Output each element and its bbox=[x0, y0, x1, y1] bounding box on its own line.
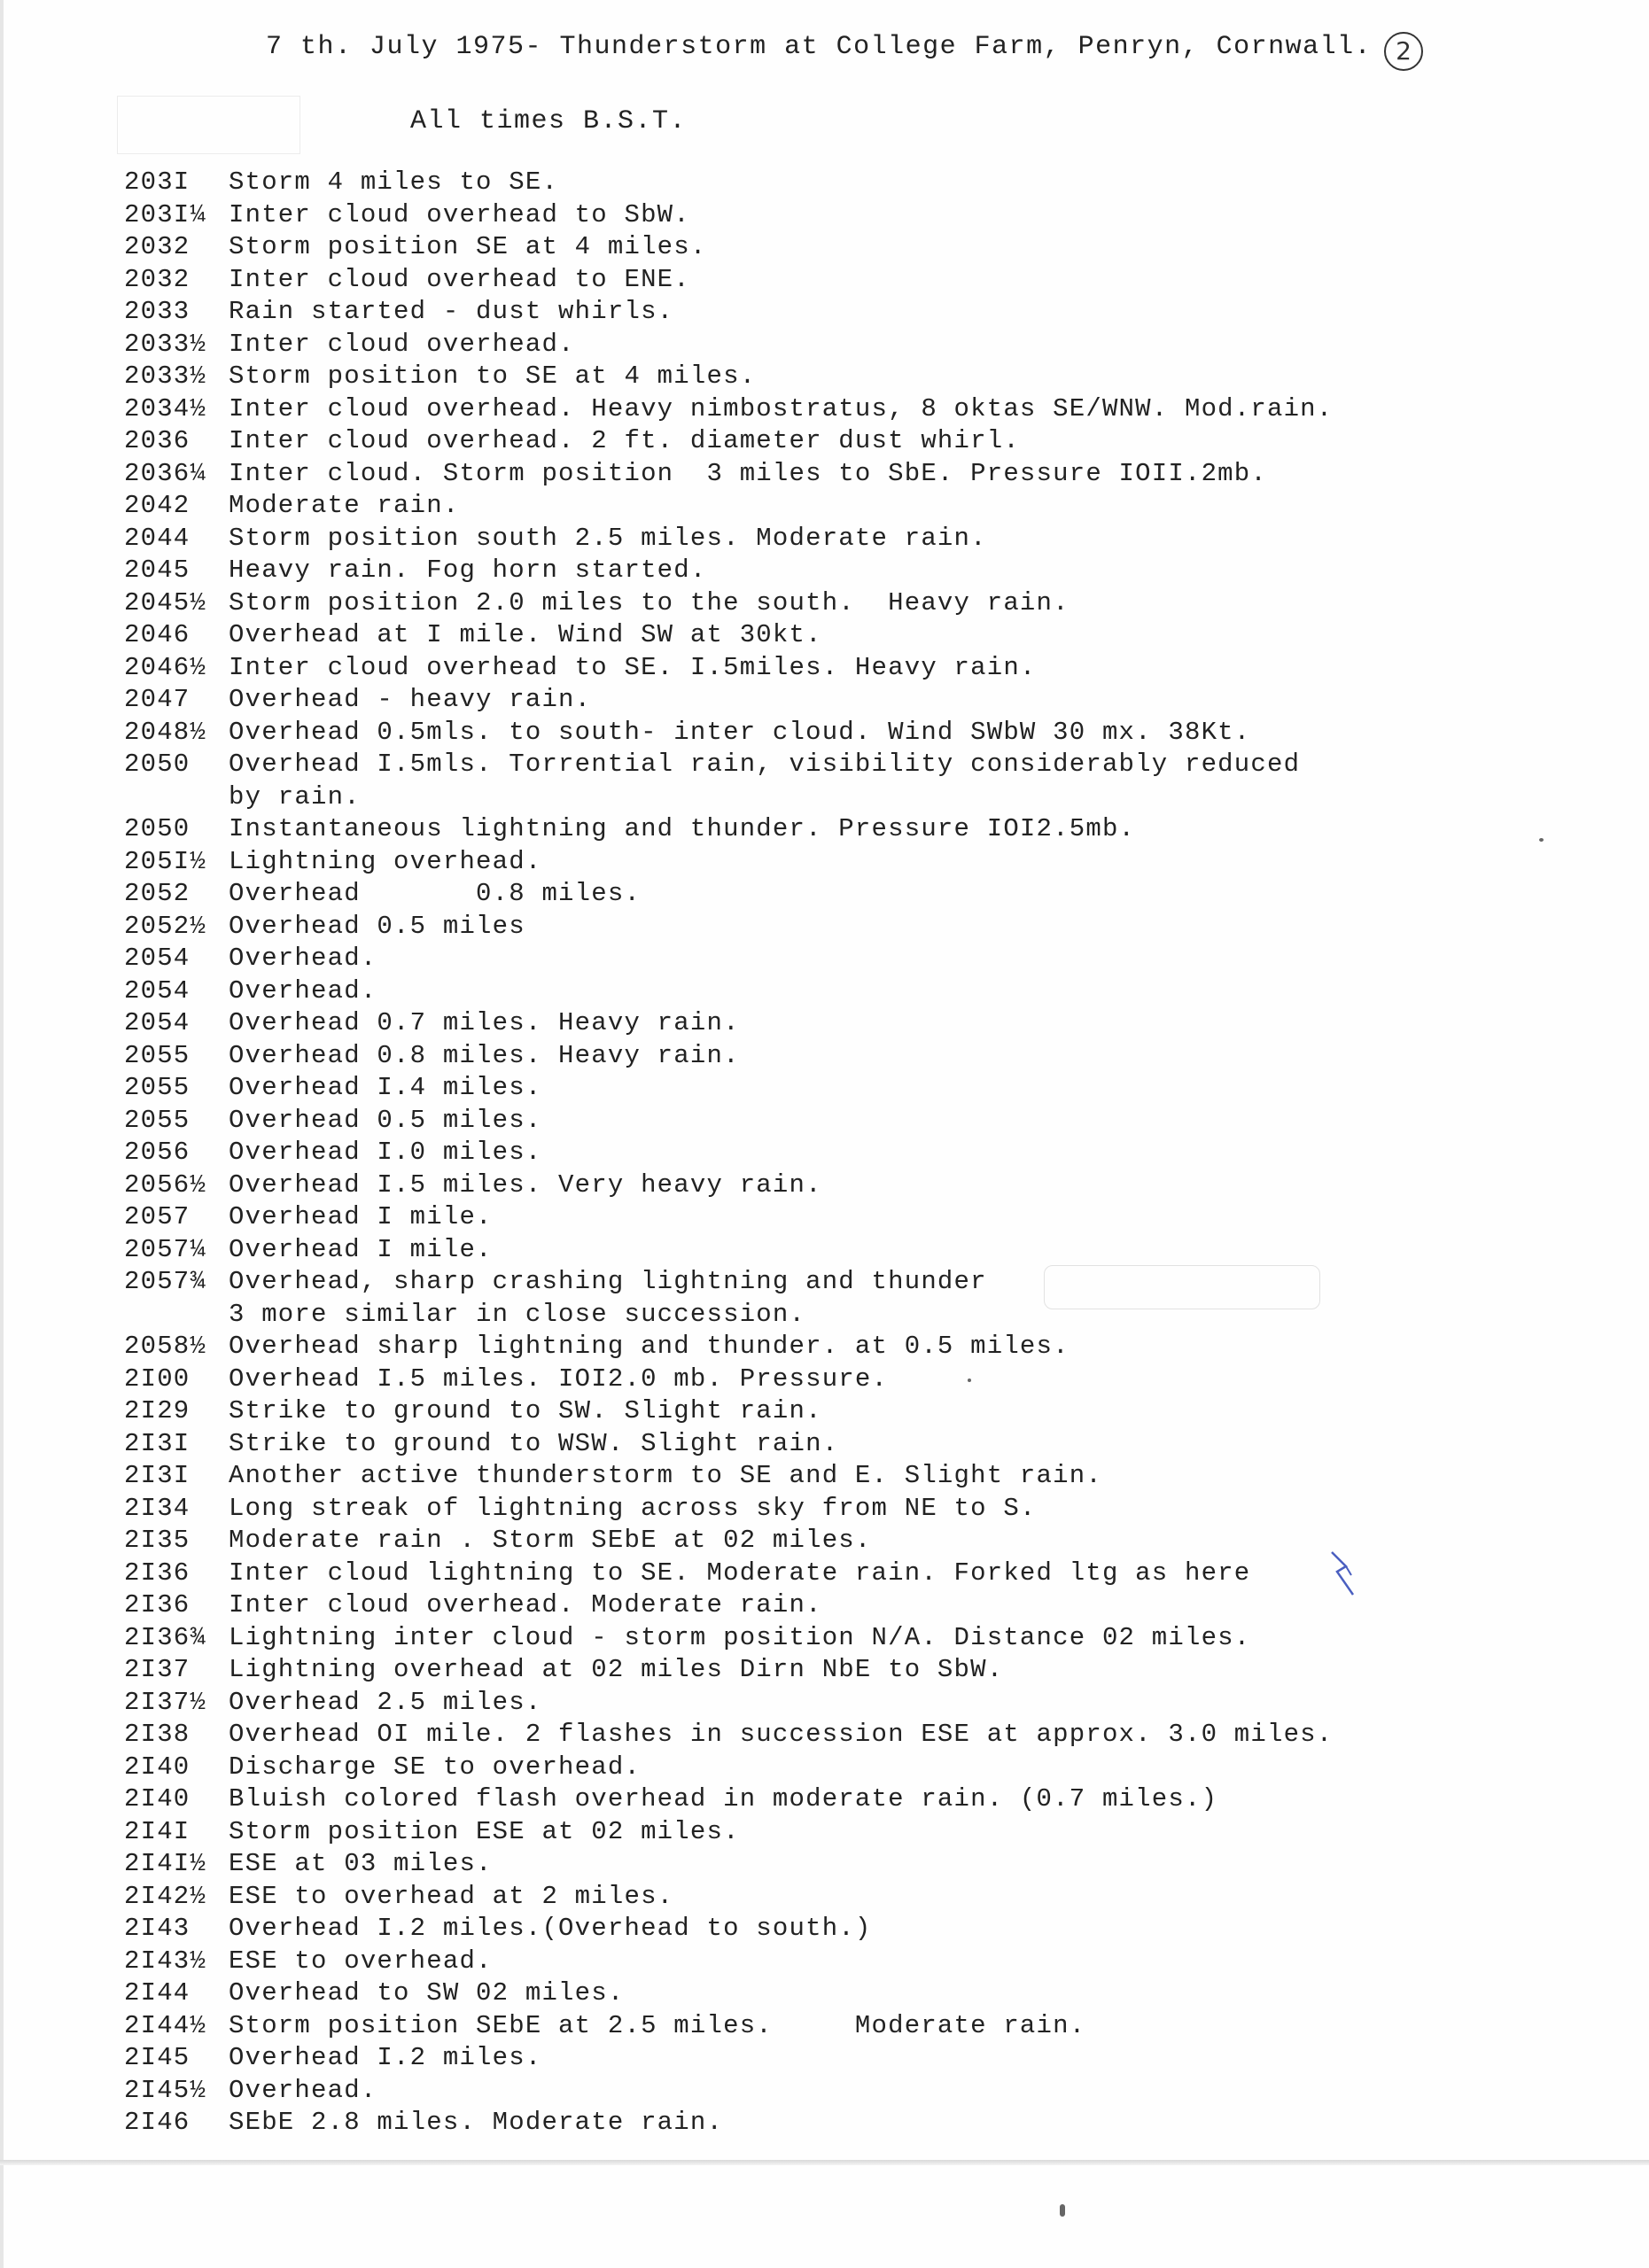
log-entry-text: Lightning inter cloud - storm position N/A. Distance 02 miles. bbox=[229, 1622, 1251, 1652]
log-entry-text: Inter cloud overhead to SbW. bbox=[229, 199, 690, 229]
log-entry-text: Bluish colored flash overhead in moderate rain. (0.7 miles.) bbox=[229, 1784, 1218, 1814]
log-entry-text: Inter cloud overhead. 2 ft. diameter dust whirl. bbox=[229, 426, 1020, 455]
log-entry-text: Overhead 0.5 miles. bbox=[229, 1105, 542, 1135]
log-entry-time: 2036 bbox=[124, 426, 191, 455]
paper-speck bbox=[1060, 2204, 1065, 2217]
log-entry bbox=[124, 1751, 1613, 1784]
log-entry-time: 2033 bbox=[124, 297, 191, 326]
log-entry bbox=[124, 1266, 1613, 1299]
log-entry-text: Inter cloud overhead to SE. I.5miles. Heavy rain. bbox=[229, 652, 1037, 682]
log-entry bbox=[124, 1848, 1613, 1881]
log-entry bbox=[124, 490, 1613, 523]
log-entry-time: 2I37 bbox=[124, 1655, 191, 1684]
log-entry-time: 2058½ bbox=[124, 1332, 207, 1361]
log-entry-text: Inter cloud overhead to ENE. bbox=[229, 264, 690, 294]
log-entry-text: Overhead, sharp crashing lightning and thunder bbox=[229, 1267, 987, 1296]
log-entry bbox=[124, 619, 1613, 652]
log-entry-time bbox=[124, 1299, 229, 1332]
log-entry-text: Storm position south 2.5 miles. Moderate rain. bbox=[229, 523, 987, 553]
log-entry bbox=[124, 1719, 1613, 1751]
log-entry bbox=[124, 717, 1613, 750]
log-entry-time: 2I36 bbox=[124, 1590, 191, 1619]
log-entry-time: 2047 bbox=[124, 685, 191, 714]
log-entry-time: 2045 bbox=[124, 555, 191, 585]
log-entry-text: Storm 4 miles to SE. bbox=[229, 167, 559, 197]
log-entry-text: Overhead I.5mls. Torrential rain, visibility considerably reduced bbox=[229, 750, 1301, 779]
log-entry-text: Overhead I.0 miles. bbox=[229, 1138, 542, 1167]
log-entry-time: 2032 bbox=[124, 232, 191, 261]
log-entry bbox=[124, 684, 1613, 717]
log-entry bbox=[124, 167, 1613, 199]
log-entry-text: Overhead. bbox=[229, 975, 377, 1006]
log-entry-time: 2I46 bbox=[124, 2108, 191, 2137]
log-entry bbox=[124, 1557, 1613, 1590]
log-entry-time: 2046½ bbox=[124, 652, 207, 682]
log-entry bbox=[124, 1331, 1613, 1363]
log-entry-time: 2054 bbox=[124, 1008, 191, 1037]
log-entry-text: Overhead 0.5 miles bbox=[229, 911, 525, 941]
log-entry-time: 2I45½ bbox=[124, 2075, 207, 2105]
log-entry-time: 2050 bbox=[124, 814, 191, 843]
log-entry bbox=[124, 1169, 1613, 1202]
log-entry bbox=[124, 2010, 1613, 2043]
log-entry-text: Discharge SE to overhead. bbox=[229, 1751, 642, 1782]
log-entry-time: 2I43 bbox=[124, 1914, 191, 1943]
log-entry-text: ESE at 03 miles. bbox=[229, 1849, 493, 1878]
log-entry-text: Storm position SE at 4 miles. bbox=[229, 232, 707, 261]
log-entry-time: 2042 bbox=[124, 491, 191, 520]
log-entry-time: 2I40 bbox=[124, 1784, 191, 1814]
storm-log bbox=[124, 167, 1613, 2140]
log-entry-time: 2052½ bbox=[124, 911, 207, 941]
log-entry-text: Overhead to SW 02 miles. bbox=[229, 1978, 625, 2008]
log-entry bbox=[124, 2107, 1613, 2140]
document-subtitle: All times B.S.T. bbox=[410, 106, 688, 136]
log-entry-text: Instantaneous lightning and thunder. Pressure IOI2.5mb. bbox=[229, 814, 1136, 843]
log-entry-time: 2054 bbox=[124, 975, 191, 1006]
log-entry-text: Inter cloud overhead. Moderate rain. bbox=[229, 1590, 822, 1619]
log-entry bbox=[124, 813, 1613, 846]
log-entry-text: Inter cloud lightning to SE. Moderate rain. Forked ltg as here bbox=[229, 1557, 1251, 1588]
log-entry-time: 2055 bbox=[124, 1105, 191, 1135]
log-entry bbox=[124, 523, 1613, 555]
log-entry-time: 2055 bbox=[124, 1040, 191, 1070]
log-entry bbox=[124, 975, 1613, 1008]
log-entry bbox=[124, 2042, 1613, 2075]
log-entry-time: 2048½ bbox=[124, 717, 207, 747]
log-entry-time: 2032 bbox=[124, 264, 191, 294]
log-entry-text: Storm position ESE at 02 miles. bbox=[229, 1816, 740, 1846]
log-entry-time: 2I4I½ bbox=[124, 1849, 207, 1878]
log-entry-time: 2056 bbox=[124, 1138, 191, 1167]
log-entry bbox=[124, 458, 1613, 491]
forked-lightning-sketch-icon bbox=[1325, 1549, 1360, 1602]
log-entry bbox=[124, 781, 1613, 814]
log-entry bbox=[124, 1687, 1613, 1720]
log-entry bbox=[124, 1622, 1613, 1655]
log-entry bbox=[124, 1816, 1613, 1849]
log-entry-text: Overhead 0.5mls. to south- inter cloud. Wind SWbW 30 mx. 38Kt. bbox=[229, 717, 1251, 747]
log-entry bbox=[124, 296, 1613, 329]
log-entry-text: Lightning overhead at 02 miles Dirn NbE to SbW. bbox=[229, 1655, 1004, 1684]
log-entry-time: 2I45 bbox=[124, 2043, 191, 2072]
log-entry bbox=[124, 1137, 1613, 1169]
log-entry-time: 2I34 bbox=[124, 1493, 191, 1523]
log-entry-text: Overhead OI mile. 2 flashes in succession ESE at approx. 3.0 miles. bbox=[229, 1720, 1334, 1749]
log-entry-time: 2054 bbox=[124, 944, 191, 973]
log-entry bbox=[124, 231, 1613, 264]
log-entry-text: Strike to ground to SW. Slight rain. bbox=[229, 1396, 822, 1425]
log-entry-text: Long streak of lightning across sky from NE to S. bbox=[229, 1493, 1037, 1523]
log-entry-time: 203I¼ bbox=[124, 199, 207, 229]
log-entry-time: 2I40 bbox=[124, 1751, 191, 1782]
log-entry bbox=[124, 943, 1613, 975]
log-entry bbox=[124, 1493, 1613, 1526]
log-entry bbox=[124, 199, 1613, 232]
log-entry-time: 2I29 bbox=[124, 1396, 191, 1425]
log-entry bbox=[124, 1589, 1613, 1622]
log-entry bbox=[124, 1428, 1613, 1461]
log-entry-time: 2052 bbox=[124, 879, 191, 908]
log-entry-text: Overhead 0.8 miles. bbox=[229, 879, 642, 908]
log-entry bbox=[124, 393, 1613, 426]
log-entry-text: 3 more similar in close succession. bbox=[229, 1299, 806, 1329]
log-entry-time: 2I36¾ bbox=[124, 1622, 207, 1652]
page-bottom-shadow bbox=[0, 2160, 1649, 2165]
paper-speck bbox=[968, 1379, 971, 1382]
log-entry bbox=[124, 1881, 1613, 1914]
log-entry bbox=[124, 749, 1613, 781]
log-entry-time: 2034½ bbox=[124, 393, 207, 423]
log-entry-time: 2I44 bbox=[124, 1978, 191, 2008]
page-number: 2 bbox=[1384, 32, 1423, 71]
log-entry-text: Inter cloud overhead. Heavy nimbostratus, 8 oktas SE/WNW. Mod.rain. bbox=[229, 393, 1334, 423]
log-entry-text: Overhead I.4 miles. bbox=[229, 1073, 542, 1102]
log-entry bbox=[124, 1654, 1613, 1687]
log-entry-time: 2I3I bbox=[124, 1461, 191, 1490]
log-entry-text: Moderate rain. bbox=[229, 491, 460, 520]
log-entry-time: 2046 bbox=[124, 620, 191, 649]
log-entry bbox=[124, 1913, 1613, 1946]
log-entry-time: 2055 bbox=[124, 1073, 191, 1102]
log-entry-time: 2I35 bbox=[124, 1526, 191, 1555]
log-entry-time: 2I42½ bbox=[124, 1881, 207, 1911]
log-entry bbox=[124, 1007, 1613, 1040]
log-entry-text: Overhead. bbox=[229, 2075, 377, 2105]
log-entry-time: 2050 bbox=[124, 750, 191, 779]
log-entry-text: by rain. bbox=[229, 781, 361, 812]
log-entry bbox=[124, 1363, 1613, 1396]
log-entry-text: Another active thunderstorm to SE and E. Slight rain. bbox=[229, 1461, 1102, 1490]
log-entry-text: Overhead I.2 miles. bbox=[229, 2043, 542, 2072]
log-entry-time: 2033½ bbox=[124, 329, 207, 359]
log-entry-time: 2I3I bbox=[124, 1428, 191, 1458]
log-entry bbox=[124, 555, 1613, 587]
log-entry-text: Strike to ground to WSW. Slight rain. bbox=[229, 1428, 839, 1458]
log-entry-time: 2057¼ bbox=[124, 1234, 207, 1264]
log-entry bbox=[124, 1201, 1613, 1234]
log-entry-text: Storm position to SE at 4 miles. bbox=[229, 361, 757, 391]
log-entry-text: Heavy rain. Fog horn started. bbox=[229, 555, 707, 585]
log-entry-time: 2056½ bbox=[124, 1169, 207, 1200]
log-entry bbox=[124, 1977, 1613, 2010]
log-entry bbox=[124, 1460, 1613, 1493]
log-entry bbox=[124, 911, 1613, 944]
log-entry bbox=[124, 1040, 1613, 1073]
log-entry bbox=[124, 1072, 1613, 1105]
log-entry-text: Overhead 0.8 miles. Heavy rain. bbox=[229, 1040, 740, 1070]
log-entry bbox=[124, 361, 1613, 393]
log-entry-text: SEbE 2.8 miles. Moderate rain. bbox=[229, 2108, 724, 2137]
log-entry-time: 2045½ bbox=[124, 587, 207, 617]
faint-paper-mark bbox=[117, 96, 300, 154]
log-entry bbox=[124, 846, 1613, 879]
log-entry-text: Lightning overhead. bbox=[229, 846, 542, 876]
log-entry-text: Storm position 2.0 miles to the south. Heavy rain. bbox=[229, 587, 1070, 617]
log-entry-text: Overhead I.2 miles.(Overhead to south.) bbox=[229, 1914, 872, 1943]
log-entry-text: Overhead I mile. bbox=[229, 1202, 493, 1231]
log-entry-time: 2057¾ bbox=[124, 1267, 207, 1296]
log-entry-text: Overhead 0.7 miles. Heavy rain. bbox=[229, 1008, 740, 1037]
log-entry-time: 2I00 bbox=[124, 1363, 191, 1394]
log-entry-text: Inter cloud. Storm position 3 miles to SbE. Pressure IOII.2mb. bbox=[229, 458, 1267, 488]
log-entry bbox=[124, 1783, 1613, 1816]
log-entry bbox=[124, 1234, 1613, 1267]
log-entry bbox=[124, 1299, 1613, 1332]
log-entry bbox=[124, 425, 1613, 458]
log-entry bbox=[124, 264, 1613, 297]
log-entry-text: Storm position SEbE at 2.5 miles. Moderate rain. bbox=[229, 2010, 1086, 2040]
log-entry bbox=[124, 329, 1613, 361]
log-entry-text: Inter cloud overhead. bbox=[229, 329, 575, 359]
log-entry-time: 2I43½ bbox=[124, 1946, 207, 1976]
log-entry bbox=[124, 587, 1613, 620]
log-entry-text: ESE to overhead at 2 miles. bbox=[229, 1881, 674, 1911]
log-entry-time: 2I36 bbox=[124, 1557, 191, 1588]
log-entry-text: Overhead - heavy rain. bbox=[229, 685, 592, 714]
log-entry-time: 205I½ bbox=[124, 846, 207, 876]
log-entry bbox=[124, 1525, 1613, 1557]
log-entry-text: Overhead 2.5 miles. bbox=[229, 1687, 542, 1717]
log-entry-time: 2I44½ bbox=[124, 2010, 207, 2040]
log-entry-time: 2057 bbox=[124, 1202, 191, 1231]
log-entry-text: Overhead. bbox=[229, 944, 377, 973]
log-entry-text: ESE to overhead. bbox=[229, 1946, 493, 1976]
log-entry-time: 2I37½ bbox=[124, 1687, 207, 1717]
log-entry-time: 2I4I bbox=[124, 1816, 191, 1846]
log-entry-text: Overhead at I mile. Wind SW at 30kt. bbox=[229, 620, 822, 649]
log-entry bbox=[124, 652, 1613, 685]
log-entry bbox=[124, 1946, 1613, 1978]
log-entry bbox=[124, 1395, 1613, 1428]
log-entry-text: Overhead I mile. bbox=[229, 1234, 493, 1264]
paper-speck bbox=[1539, 838, 1544, 842]
log-entry-text: Overhead I.5 miles. IOI2.0 mb. Pressure. bbox=[229, 1363, 889, 1394]
log-entry-time: 2044 bbox=[124, 523, 191, 553]
document-title: 7 th. July 1975- Thunderstorm at College Farm, Penryn, Cornwall. bbox=[266, 32, 1373, 62]
log-entry bbox=[124, 878, 1613, 911]
log-entry-time: 203I bbox=[124, 167, 191, 197]
log-entry bbox=[124, 1105, 1613, 1138]
page-edge bbox=[0, 0, 4, 2268]
log-entry bbox=[124, 2075, 1613, 2108]
log-entry-time: 2036¼ bbox=[124, 458, 207, 488]
log-entry-text: Moderate rain . Storm SEbE at 02 miles. bbox=[229, 1526, 872, 1555]
log-entry-time: 2033½ bbox=[124, 361, 207, 391]
log-entry-text: Overhead I.5 miles. Very heavy rain. bbox=[229, 1169, 822, 1200]
log-entry-time bbox=[124, 781, 229, 814]
log-entry-text: Rain started - dust whirls. bbox=[229, 297, 674, 326]
log-entry-text: Overhead sharp lightning and thunder. at 0.5 miles. bbox=[229, 1332, 1070, 1361]
log-entry-time: 2I38 bbox=[124, 1720, 191, 1749]
